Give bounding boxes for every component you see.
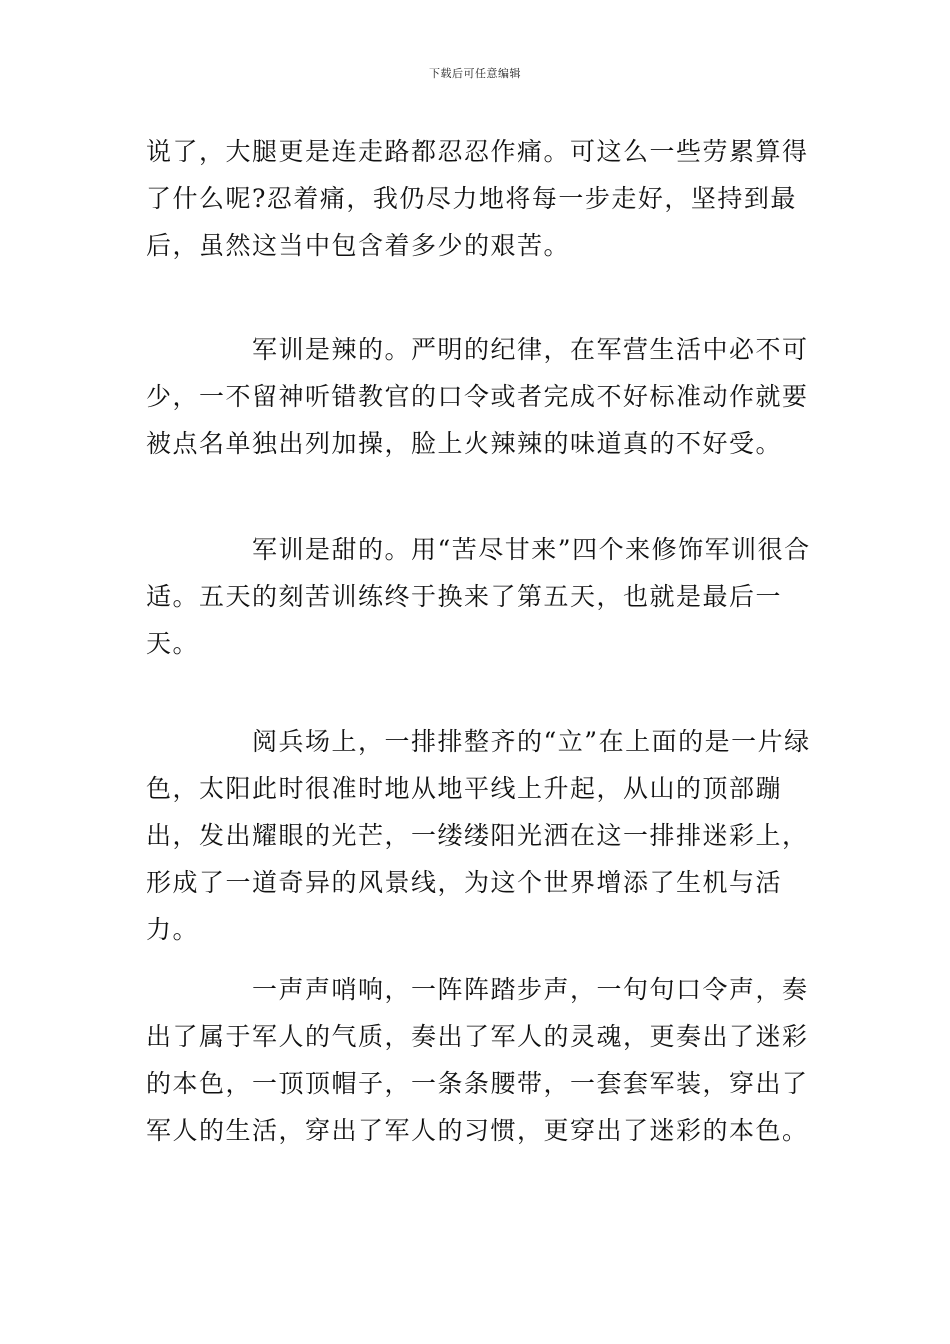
paragraph-4: 阅兵场上，一排排整齐的“立”在上面的是一片绿色，太阳此时很准时地从地平线上升起，从山的顶部蹦出，发出耀眼的光芒，一缕缕阳光洒在这一排排迷彩上，形成了一道奇异的风景线，为这个世界增添了生机与活力。 (146, 727, 811, 944)
paragraph-1: 说了，大腿更是连走路都忍忍作痛。可这么一些劳累算得了什么呢?忍着痛，我仍尽力地将每一步走好，坚持到最后，虽然这当中包含着多少的艰苦。 (146, 137, 809, 260)
paragraph-3: 军训是甜的。用“苦尽甘来”四个来修饰军训很合适。五天的刻苦训练终于换来了第五天，也就是最后一天。 (146, 535, 811, 658)
page-header: 下载后可任意编辑 (429, 67, 521, 80)
paragraph-2: 军训是辣的。严明的纪律，在军营生活中必不可少，一不留神听错教官的口令或者完成不好标准动作就要被点名单独出列加操，脸上火辣辣的味道真的不好受。 (146, 335, 809, 458)
paragraph-5: 一声声哨响，一阵阵踏步声，一句句口令声，奏出了属于军人的气质，奏出了军人的灵魂，更奏出了迷彩的本色，一顶顶帽子，一条条腰带，一套套军装，穿出了军人的生活，穿出了军人的习惯，更穿出了迷彩的本色。 (146, 975, 809, 1145)
